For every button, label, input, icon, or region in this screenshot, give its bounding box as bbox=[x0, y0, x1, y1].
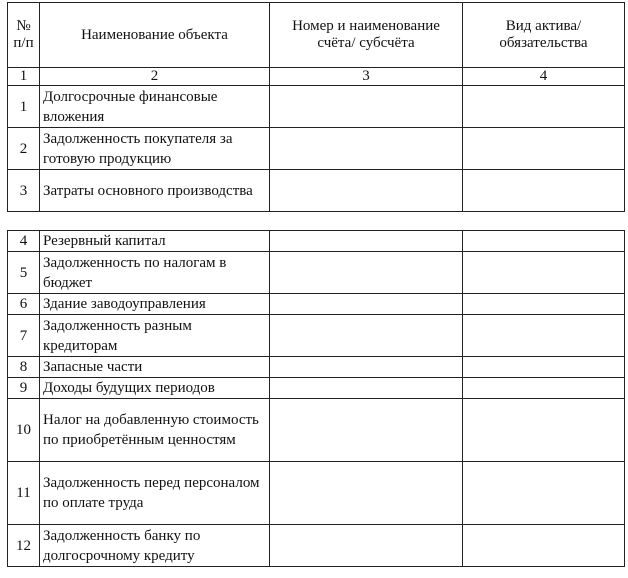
row-num: 6 bbox=[8, 294, 40, 315]
table-row bbox=[8, 294, 625, 315]
header-row bbox=[8, 3, 625, 68]
row-type-cell bbox=[463, 525, 625, 567]
row-num: 5 bbox=[8, 252, 40, 294]
index-cell: 2 bbox=[40, 68, 270, 86]
row-name: Задолженность банку по долгосрочному кредиту bbox=[40, 525, 270, 567]
row-num: 1 bbox=[8, 86, 40, 128]
row-name: Задолженность перед персоналом по оплате труда bbox=[40, 462, 270, 525]
row-account-cell bbox=[270, 462, 463, 525]
row-num: 11 bbox=[8, 462, 40, 525]
row-name: Долгосрочные финансовые вложения bbox=[40, 86, 270, 128]
index-cell: 1 bbox=[8, 68, 40, 86]
table-row bbox=[8, 231, 625, 252]
row-name: Задолженность покупателя за готовую продукцию bbox=[40, 128, 270, 170]
index-cell: 4 bbox=[463, 68, 625, 86]
table-row bbox=[8, 128, 625, 170]
assets-table-bottom bbox=[7, 230, 625, 567]
row-num: 8 bbox=[8, 357, 40, 378]
row-type-cell bbox=[463, 378, 625, 399]
table-row bbox=[8, 252, 625, 294]
row-type-cell bbox=[463, 86, 625, 128]
row-name: Задолженность по налогам в бюджет bbox=[40, 252, 270, 294]
row-name: Налог на добавленную стоимость по приобретённым ценностям bbox=[40, 399, 270, 462]
row-name: Доходы будущих периодов bbox=[40, 378, 270, 399]
row-num: 2 bbox=[8, 128, 40, 170]
index-row bbox=[8, 68, 625, 86]
row-type-cell bbox=[463, 462, 625, 525]
table-row bbox=[8, 170, 625, 212]
row-name: Задолженность разным кредиторам bbox=[40, 315, 270, 357]
row-num: 4 bbox=[8, 231, 40, 252]
row-account-cell bbox=[270, 252, 463, 294]
row-account-cell bbox=[270, 357, 463, 378]
row-name: Затраты основного производства bbox=[40, 170, 270, 212]
row-type-cell bbox=[463, 357, 625, 378]
header-type: Вид актива/ обязательства bbox=[463, 3, 625, 68]
row-type-cell bbox=[463, 231, 625, 252]
row-account-cell bbox=[270, 86, 463, 128]
row-account-cell bbox=[270, 294, 463, 315]
row-type-cell bbox=[463, 128, 625, 170]
row-account-cell bbox=[270, 525, 463, 567]
row-type-cell bbox=[463, 170, 625, 212]
table-row bbox=[8, 315, 625, 357]
row-type-cell bbox=[463, 399, 625, 462]
row-account-cell bbox=[270, 315, 463, 357]
header-account: Номер и наименование счёта/ субсчёта bbox=[270, 3, 463, 68]
row-type-cell bbox=[463, 294, 625, 315]
row-type-cell bbox=[463, 315, 625, 357]
header-num: № п/п bbox=[8, 3, 40, 68]
row-account-cell bbox=[270, 128, 463, 170]
row-num: 3 bbox=[8, 170, 40, 212]
table-row bbox=[8, 399, 625, 462]
row-num: 10 bbox=[8, 399, 40, 462]
row-name: Запасные части bbox=[40, 357, 270, 378]
index-cell: 3 bbox=[270, 68, 463, 86]
header-name: Наименование объекта bbox=[40, 3, 270, 68]
row-name: Резервный капитал bbox=[40, 231, 270, 252]
row-type-cell bbox=[463, 252, 625, 294]
row-num: 9 bbox=[8, 378, 40, 399]
row-account-cell bbox=[270, 378, 463, 399]
table-row bbox=[8, 357, 625, 378]
row-num: 12 bbox=[8, 525, 40, 567]
row-account-cell bbox=[270, 399, 463, 462]
row-account-cell bbox=[270, 170, 463, 212]
table-row bbox=[8, 525, 625, 567]
row-num: 7 bbox=[8, 315, 40, 357]
table-row bbox=[8, 86, 625, 128]
assets-table-top bbox=[7, 2, 625, 212]
table-row bbox=[8, 462, 625, 525]
row-name: Здание заводоуправления bbox=[40, 294, 270, 315]
table-row bbox=[8, 378, 625, 399]
row-account-cell bbox=[270, 231, 463, 252]
